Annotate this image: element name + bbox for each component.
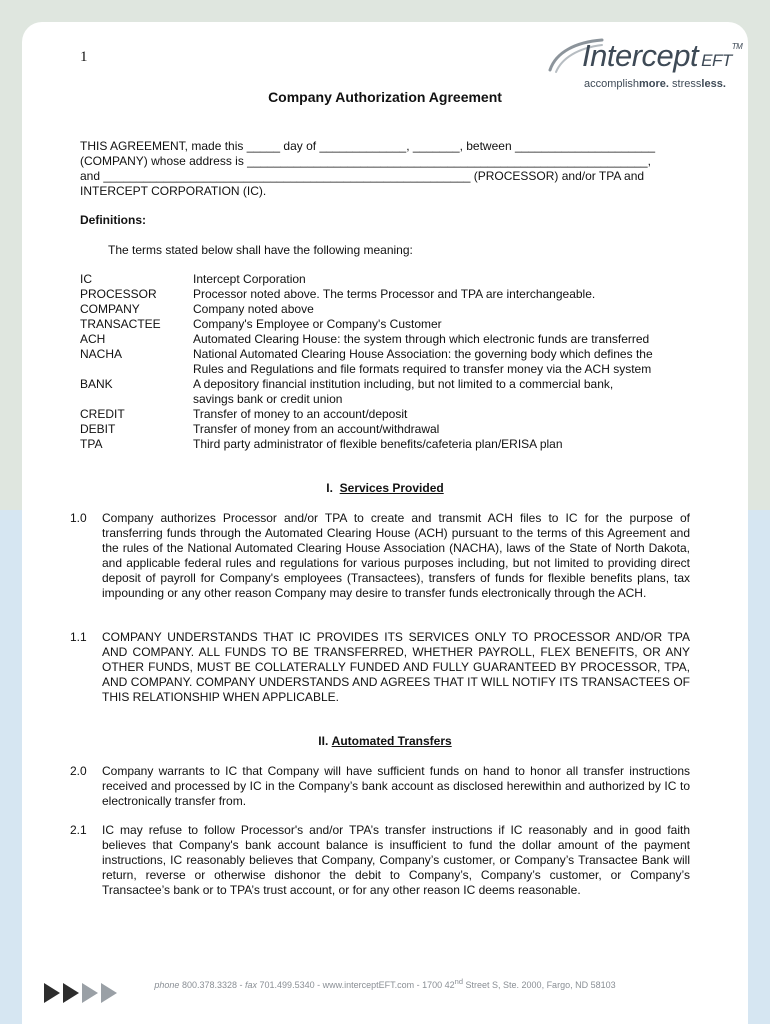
definition-term: DEBIT — [80, 422, 116, 436]
definition-desc: Transfer of money from an account/withdrawal — [193, 422, 440, 436]
paragraph-1-1 — [70, 630, 690, 705]
definition-desc: Processor noted above. The terms Processor and TPA are interchangeable. — [193, 287, 596, 301]
paragraph-text: IC may refuse to follow Processor's and/or TPA’s transfer instructions if IC reasonably and in good faith believes that Company's bank account balance is insufficient to fund the dollar amount of the payment instructions, IC reasonably believes that Company, Company’s customer, or Company’s Transactee Bank will return, reverse or otherwise dishonor the debit to Company’s, Company’s customer, or Company’s Transactee’s bank or to TPA’s trust account, or for any other reason IC deems reasonable. — [102, 823, 690, 897]
definition-term: TRANSACTEE — [80, 317, 161, 331]
definition-term: NACHA — [80, 347, 123, 361]
paragraph-text: Company authorizes Processor and/or TPA to create and transmit ACH files to IC for the purpose of transferring funds through the Automated Clearing House (ACH) pursuant to the terms of this Agreement and the rules of the National Automated Clearing House Association (NACHA), laws of the State of North Dakota, and applicable federal rules and regulations for various purposes including, but not limited to providing direct deposit of payroll for Company's employees (Transactees), transfers of funds for flexible benefits plans, tax impounding or any other reason Company may desire to transfer funds electronically through the ACH. — [102, 511, 690, 600]
definitions-intro: The terms stated below shall have the following meaning: — [108, 243, 413, 257]
definition-desc: savings bank or credit union — [193, 392, 343, 406]
section-heading-services: I. Services Provided — [326, 481, 444, 495]
definition-row — [80, 317, 653, 332]
definition-desc: Rules and Regulations and file formats required to transfer money via the ACH system — [193, 362, 652, 376]
definition-row — [80, 437, 653, 452]
page-number: 1 — [80, 49, 88, 65]
definition-row — [80, 287, 653, 302]
paragraph-1-0 — [70, 511, 690, 601]
intercept-eft-logo — [546, 36, 743, 96]
paragraph-number: 2.1 — [70, 823, 87, 837]
definition-row — [80, 332, 653, 347]
definition-term: IC — [80, 272, 92, 286]
definition-term: PROCESSOR — [80, 287, 157, 301]
logo-brand: Intercept EFT™ — [582, 38, 743, 73]
definition-term: BANK — [80, 377, 113, 391]
paragraph-text: Company warrants to IC that Company will have sufficient funds on hand to honor all transfer instructions received and processed by IC in the Company’s bank account as disclosed herewithin and authorized by IC to electronically transfer from. — [102, 764, 690, 808]
website-link[interactable]: www.interceptEFT.com — [322, 980, 415, 990]
definition-term — [80, 392, 193, 407]
intro-line: and _______________________________________________________ (PROCESSOR) and/or TPA and — [80, 169, 645, 183]
definition-term: CREDIT — [80, 407, 125, 421]
paragraph-2-1 — [70, 823, 690, 898]
intro-line: THIS AGREEMENT, made this _____ day of _____________, _______, between _____________________ — [80, 139, 656, 153]
contact-footer: phone 800.378.3328 - fax 701.499.5340 - www.interceptEFT.com - 1700 42nd Street S, Ste. 2000, Fargo, ND 58103 — [154, 977, 616, 990]
intro-line: (COMPANY) whose address is ____________________________________________________________, — [80, 154, 651, 168]
definitions-heading: Definitions: — [80, 213, 146, 227]
definition-row — [80, 302, 653, 317]
paragraph-2-0 — [70, 764, 690, 809]
agreement-intro — [80, 139, 655, 199]
paragraph-number: 1.1 — [70, 630, 87, 644]
definition-term: TPA — [80, 437, 103, 451]
definition-term: COMPANY — [80, 302, 140, 316]
definition-desc: Third party administrator of flexible benefits/cafeteria plan/ERISA plan — [193, 437, 563, 451]
intro-line: INTERCEPT CORPORATION (IC). — [80, 184, 267, 198]
definition-desc: A depository financial institution including, but not limited to a commercial bank, — [193, 377, 614, 391]
definition-row — [80, 407, 653, 422]
paragraph-text: COMPANY UNDERSTANDS THAT IC PROVIDES ITS SERVICES ONLY TO PROCESSOR AND/OR TPA AND COMPANY. ALL FUNDS TO BE TRANSFERRED, WHETHER PAYROLL, FLEX BENEFITS, OR ANY OTHER FUNDS, MUST BE COLLATERALLY FUNDED AND FULLY GUARANTEED BY PROCESSOR, TPA, AND COMPANY. COMPANY UNDERSTANDS AND AGREES THAT IT WILL NOTIFY ITS TRANSACTEES OF THIS RELATIONSHIP WHEN APPLICABLE. — [102, 630, 690, 704]
definition-term: ACH — [80, 332, 106, 346]
definition-row — [80, 347, 653, 362]
definition-row — [80, 422, 653, 437]
definition-row — [80, 272, 653, 287]
paragraph-number: 2.0 — [70, 764, 87, 778]
section-heading-transfers: II. Automated Transfers — [318, 734, 452, 748]
definition-desc: Transfer of money to an account/deposit — [193, 407, 408, 421]
definition-desc: Intercept Corporation — [193, 272, 306, 286]
document-title: Company Authorization Agreement — [268, 89, 502, 105]
definition-row — [80, 362, 653, 377]
logo-tagline: accomplishmore. stressless. — [584, 78, 726, 90]
definition-row — [80, 392, 653, 407]
paragraph-number: 1.0 — [70, 511, 87, 525]
definitions-list — [80, 272, 653, 452]
definition-desc: Company noted above — [193, 302, 314, 316]
definition-desc: Automated Clearing House: the system through which electronic funds are transferred — [193, 332, 650, 346]
definition-desc: Company's Employee or Company's Customer — [193, 317, 442, 331]
definition-term — [80, 362, 193, 377]
definition-row — [80, 377, 653, 392]
definition-desc: National Automated Clearing House Association: the governing body which defines the — [193, 347, 653, 361]
